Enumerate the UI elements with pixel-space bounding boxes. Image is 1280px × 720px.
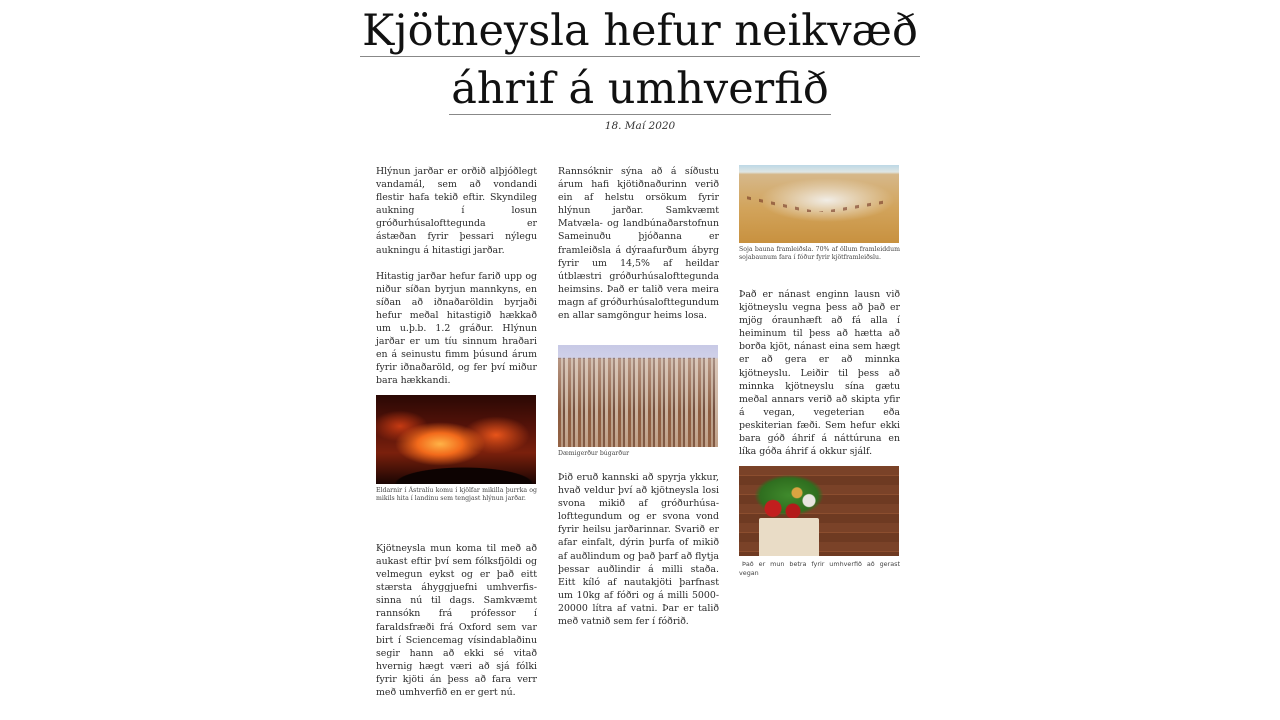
paragraph-meat-consumption: Kjötneysla mun koma til með að aukast eftir því sem fólksfjöldi og velmegun eykst og er það eitt stærsta áhyggjuefni umhverfis-sinna nú til dags. Samkvæmt rannsókn frá prófessor í faraldsfræði frá Oxford sem var birt í Sciencemag vísindablaðinu segir hann að ekki sé vitað hvernig hægt væri að sjá fólki fyrir kjöti án þess að fara verr með umhverfið en er gert nú. <box>376 543 537 699</box>
article-title-line-2 <box>0 62 1280 116</box>
vegetables-image <box>739 466 899 556</box>
paragraph-temperature: Hitastig jarðar hefur farið upp og niður síðan byrjun mannkyns, en síðan að iðnaðaröldin byrjaði hefur meðal hitastigið hækkað um u.þ.b. 1.2 gráður. Hlýnun jarðar er um tíu sinnum hraðari en á seinustu fimm þúsund árum fyrir iðnaðaröld, og fer því miður bara hækkandi. <box>376 270 537 387</box>
wildfire-caption: Eldarnir í Ástralíu komu í kjölfar mikilla þurrka og mikils hita í landinu sem tengjast hlýnun jarðar. <box>376 487 537 503</box>
feedlot-image <box>558 345 718 447</box>
vegetables-caption: Það er mun betra fyrir umhverfið að gerast vegan <box>739 560 900 577</box>
wildfire-image <box>376 395 536 484</box>
vegetables-greens <box>749 472 829 524</box>
column-1-bottom <box>376 542 537 699</box>
column-1-top <box>376 165 537 388</box>
paragraph-global-warming: Hlýnun jarðar er orðið alþjóðlegt vandamál, sem að vondandi flestir hafa tekið eftir. Skyndileg aukning í losun gróðurhúsalofttegunda er ástæðan fyrir þessari nýlegu aukningu á hitastigi jarðar. <box>376 166 537 256</box>
feedlot-caption: Dæmigerður búgarður <box>558 450 630 457</box>
paragraph-why: Þið eruð kannski að spyrja ykkur, hvað veldur því að kjötneysla losi svona mikið af gróðurhúsa-lofttegundum og er svona vond fyrir heilsu jarðarinnar. Svarið er afar einfalt, dýrin þurfa of mikið af auðlindum og það þarf að flytja þessar auðlindir á milli staða. Eitt kíló af nautakjöti þarfnast um 10kg af fóðri og á milli 5000-20000 lítra af vatni. Þar er talið með vatnið sem fer í fóðrið. <box>558 472 719 628</box>
column-3-text <box>739 288 900 458</box>
soybean-caption: Soja bauna framleiðsla. 70% af öllum framleiddum sojabaunum fara í fóður fyrir kjötframleiðslu. <box>739 246 900 262</box>
paragraph-research: Rannsóknir sýna að á síðustu árum hafi kjötiðnaðurinn verið ein af helstu orsökum fyrir hlýnun jarðar. Samkvæmt Matvæla- og landbúnaðarstofnun Sameinuðu þjóðanna er framleiðsla á dýraafurðum ábyrg fyrir um 14,5% af heildar útblæstri gróðurhúsalofttegunda heimsins. Það er talið vera meira magn af gróðurhúsalofttegundum en allar samgöngur heims losa. <box>558 166 719 322</box>
vegetables-bag <box>759 518 819 556</box>
article-title-line-1 <box>0 4 1280 58</box>
article-date: 18. Maí 2020 <box>604 120 676 132</box>
column-2-top <box>558 165 719 322</box>
soybean-harvest-image <box>739 165 899 243</box>
paragraph-solutions: Það er nánast enginn lausn við kjötneyslu vegna þess að það er mjög óraunhæft að fá alla í heiminum til þess að hætta að borða kjöt, nánast eina sem hægt er að gera er að minnka kjötneyslu. Leiðir til þess að minnka kjötneyslu sína gætu meðal annars verið að skipta yfir á vegan, vegeterian eða peskiterian fæði. Sem hefur ekki bara góð áhrif á náttúruna en líka góða áhrif á okkur sjálf. <box>739 289 900 458</box>
title-text-2: áhrif á umhverfið <box>451 64 829 114</box>
column-2-bottom <box>558 471 719 628</box>
title-text-1: Kjötneysla hefur neikvæð <box>362 6 918 56</box>
